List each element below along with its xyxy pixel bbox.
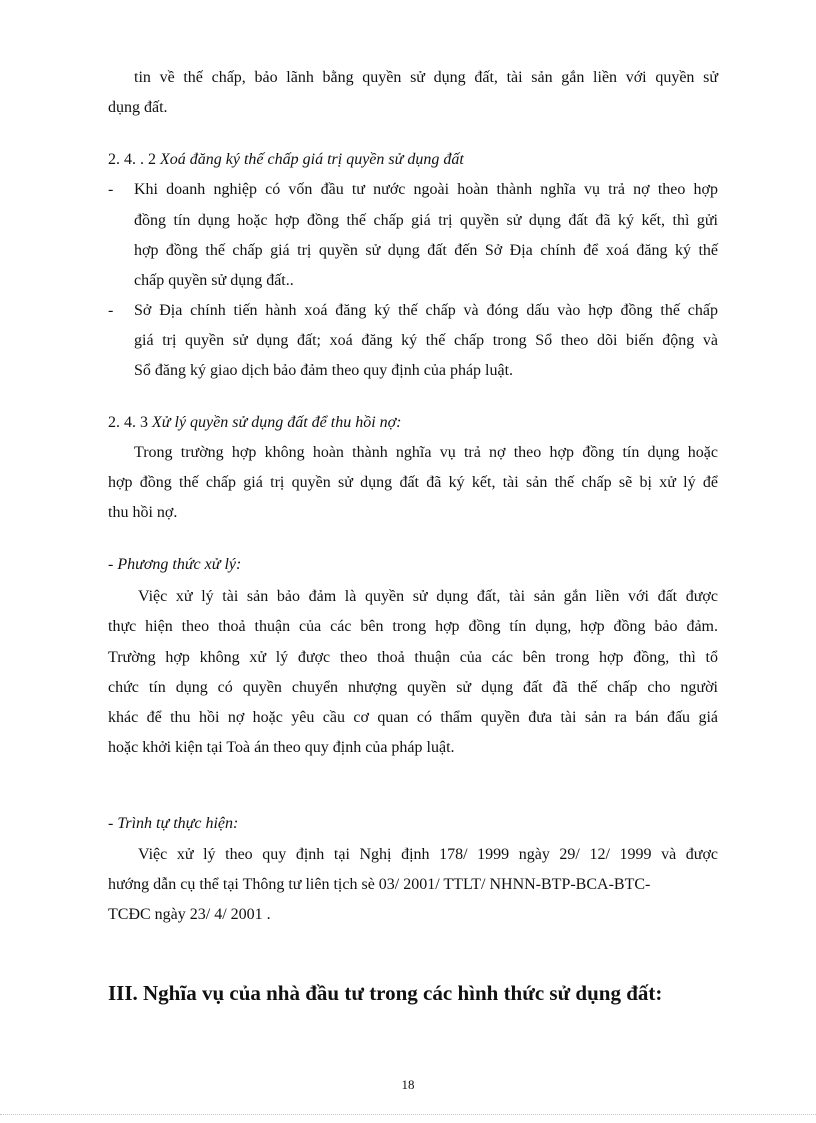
procedure-line-2: hướng dẫn cụ thể tại Thông tư liên tịch sè 03/ 2001/ TTLT/ NHNN-BTP-BCA-BTC-: [108, 876, 651, 893]
section-2-4-3-line-3: thu hồi nợ.: [108, 504, 178, 521]
bullet-2-line-3: Sổ đăng ký giao dịch bảo đảm theo quy định của pháp luật.: [134, 362, 514, 379]
procedure-line-1: Việc xử lý theo quy định tại Nghị định 178/ 1999 ngày 29/ 12/ 1999 và được: [138, 846, 718, 863]
page-number: 18: [401, 1077, 415, 1092]
bullet-2-line-2: giá trị quyền sử dụng đất; xoá đăng ký thế chấp trong Sổ theo dõi biến động và: [134, 332, 718, 349]
method-line-2: thực hiện theo thoả thuận của các bên trong hợp đồng tín dụng, hợp đồng bảo đảm.: [108, 618, 718, 635]
section-2-4-2-number: 2. 4. . 2: [108, 151, 156, 168]
bullet-1-line-1: Khi doanh nghiệp có vốn đầu tư nước ngoài hoàn thành nghĩa vụ trả nợ theo hợp: [134, 181, 718, 198]
section-2-4-3-line-1: Trong trường hợp không hoàn thành nghĩa vụ trả nợ theo hợp đồng tín dụng hoặc: [134, 444, 718, 461]
procedure-label: - Trình tự thực hiện:: [108, 815, 239, 832]
procedure-line-3: TCĐC ngày 23/ 4/ 2001 .: [108, 906, 271, 923]
intro-line-2: dụng đất.: [108, 99, 168, 116]
section-2-4-3-line-2: hợp đồng thế chấp giá trị quyền sử dụng đất đã ký kết, tài sản thế chấp sẽ bị xử lý để: [108, 474, 718, 491]
section-2-4-3-title: Xử lý quyền sử dụng đất để thu hồi nợ:: [152, 414, 402, 431]
bullet-dash-2: -: [108, 302, 114, 319]
bullet-1-line-2: đồng tín dụng hoặc hợp đồng thế chấp giá trị quyền sử dụng đất đã ký kết, thì gửi: [134, 212, 718, 229]
method-line-4: chức tín dụng có quyền chuyển nhượng quyền sử dụng đất đã thế chấp cho người: [108, 679, 718, 696]
bullet-1-line-3: hợp đồng thế chấp giá trị quyền sử dụng đất đến Sở Địa chính để xoá đăng ký thế: [134, 242, 718, 259]
page-bottom-border: [0, 1114, 816, 1115]
intro-line-1: tin về thế chấp, bảo lãnh bằng quyền sử dụng đất, tài sản gắn liền với quyền sử: [134, 69, 718, 86]
bullet-dash-1: -: [108, 181, 114, 198]
section-2-4-3-heading: [108, 413, 402, 433]
section-iii-heading: III. Nghĩa vụ của nhà đầu tư trong các hình thức sử dụng đất:: [108, 981, 663, 1005]
method-line-5: khác để thu hồi nợ hoặc yêu cầu cơ quan có thẩm quyền đưa tài sản ra bán đấu giá: [108, 709, 718, 726]
section-2-4-2-heading: [108, 150, 464, 170]
method-line-6: hoặc khởi kiện tại Toà án theo quy định của pháp luật.: [108, 739, 455, 756]
method-label: - Phương thức xử lý:: [108, 556, 242, 573]
section-2-4-3-number: 2. 4. 3: [108, 414, 148, 431]
method-line-1: Việc xử lý tài sản bảo đảm là quyền sử dụng đất, tài sản gắn liền với đất được: [138, 588, 718, 605]
section-2-4-2-title: Xoá đăng ký thế chấp giá trị quyền sử dụng đất: [160, 151, 464, 168]
method-line-3: Trường hợp không xử lý được theo thoả thuận của các bên trong hợp đồng, thì tổ: [108, 649, 718, 666]
bullet-1-line-4: chấp quyền sử dụng đất..: [134, 272, 294, 289]
bullet-2-line-1: Sở Địa chính tiến hành xoá đăng ký thế chấp và đóng dấu vào hợp đồng thế chấp: [134, 302, 718, 319]
